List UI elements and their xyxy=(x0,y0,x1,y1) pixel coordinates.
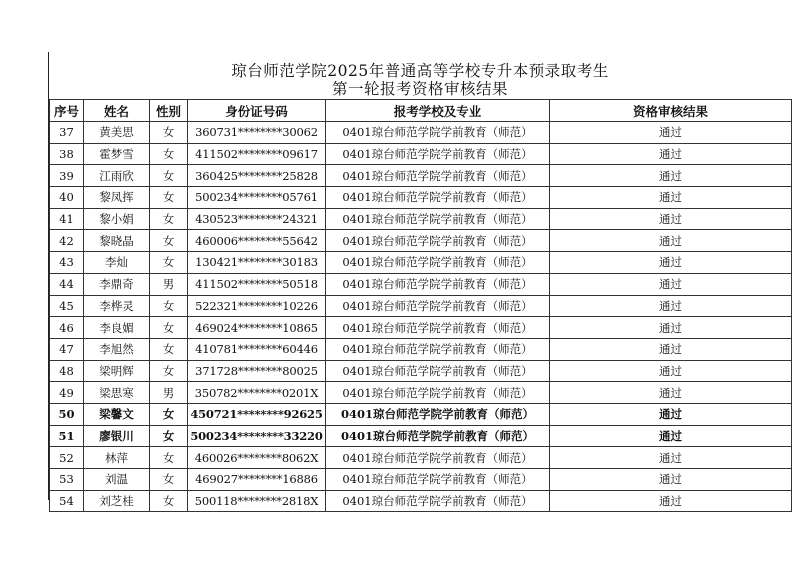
result-cell: 通过 xyxy=(550,208,792,230)
result-cell: 通过 xyxy=(550,360,792,382)
seq-cell: 51 xyxy=(50,425,84,447)
gender-cell: 女 xyxy=(150,187,188,209)
name-cell: 黄美思 xyxy=(84,122,150,144)
table-row xyxy=(50,143,792,165)
name-cell: 林萍 xyxy=(84,447,150,469)
result-cell: 通过 xyxy=(550,165,792,187)
seq-cell: 54 xyxy=(50,490,84,512)
result-cell: 通过 xyxy=(550,382,792,404)
seq-cell: 44 xyxy=(50,273,84,295)
name-cell: 李灿 xyxy=(84,252,150,274)
result-cell: 通过 xyxy=(550,295,792,317)
table-row xyxy=(50,295,792,317)
table-row xyxy=(50,317,792,339)
gender-cell: 女 xyxy=(150,295,188,317)
table-row xyxy=(50,382,792,404)
idcard-cell: 350782********0201X xyxy=(188,382,326,404)
school-major-cell: 0401琼台师范学院学前教育（师范） xyxy=(326,122,550,144)
table-row xyxy=(50,360,792,382)
gender-cell: 女 xyxy=(150,208,188,230)
result-cell: 通过 xyxy=(550,252,792,274)
document-title: 琼台师范学院2025年普通高等学校专升本预录取考生 xyxy=(231,62,609,80)
result-cell: 通过 xyxy=(550,143,792,165)
idcard-cell: 411502********50518 xyxy=(188,273,326,295)
header-result: 资格审核结果 xyxy=(550,100,792,122)
name-cell: 李旭然 xyxy=(84,338,150,360)
seq-cell: 45 xyxy=(50,295,84,317)
school-major-cell: 0401琼台师范学院学前教育（师范） xyxy=(326,295,550,317)
name-cell: 黎凤挥 xyxy=(84,187,150,209)
gender-cell: 女 xyxy=(150,143,188,165)
table-row xyxy=(50,338,792,360)
table-body xyxy=(50,122,792,512)
header-school-major: 报考学校及专业 xyxy=(326,100,550,122)
school-major-cell: 0401琼台师范学院学前教育（师范） xyxy=(326,252,550,274)
table-row xyxy=(50,469,792,491)
school-major-cell: 0401琼台师范学院学前教育（师范） xyxy=(326,425,550,447)
seq-cell: 41 xyxy=(50,208,84,230)
school-major-cell: 0401琼台师范学院学前教育（师范） xyxy=(326,469,550,491)
idcard-cell: 469027********16886 xyxy=(188,469,326,491)
result-cell: 通过 xyxy=(550,403,792,425)
gender-cell: 女 xyxy=(150,122,188,144)
idcard-cell: 460006********55642 xyxy=(188,230,326,252)
result-cell: 通过 xyxy=(550,273,792,295)
table-row xyxy=(50,425,792,447)
document-sheet xyxy=(48,52,791,509)
gender-cell: 女 xyxy=(150,230,188,252)
name-cell: 梁思寒 xyxy=(84,382,150,404)
school-major-cell: 0401琼台师范学院学前教育（师范） xyxy=(326,403,550,425)
idcard-cell: 430523********24321 xyxy=(188,208,326,230)
gender-cell: 男 xyxy=(150,273,188,295)
name-cell: 梁明辉 xyxy=(84,360,150,382)
name-cell: 梁馨文 xyxy=(84,403,150,425)
idcard-cell: 500118********2818X xyxy=(188,490,326,512)
table-row xyxy=(50,273,792,295)
table-row xyxy=(50,122,792,144)
seq-cell: 53 xyxy=(50,469,84,491)
idcard-cell: 460026********8062X xyxy=(188,447,326,469)
idcard-cell: 522321********10226 xyxy=(188,295,326,317)
seq-cell: 43 xyxy=(50,252,84,274)
school-major-cell: 0401琼台师范学院学前教育（师范） xyxy=(326,187,550,209)
seq-cell: 39 xyxy=(50,165,84,187)
seq-cell: 47 xyxy=(50,338,84,360)
header-seq: 序号 xyxy=(50,100,84,122)
table-row xyxy=(50,252,792,274)
header-idcard: 身份证号码 xyxy=(188,100,326,122)
gender-cell: 女 xyxy=(150,469,188,491)
seq-cell: 42 xyxy=(50,230,84,252)
idcard-cell: 360731********30062 xyxy=(188,122,326,144)
gender-cell: 女 xyxy=(150,403,188,425)
table-header-row xyxy=(50,100,792,122)
table-row xyxy=(50,187,792,209)
seq-cell: 50 xyxy=(50,403,84,425)
name-cell: 江雨欣 xyxy=(84,165,150,187)
school-major-cell: 0401琼台师范学院学前教育（师范） xyxy=(326,447,550,469)
school-major-cell: 0401琼台师范学院学前教育（师范） xyxy=(326,165,550,187)
seq-cell: 48 xyxy=(50,360,84,382)
gender-cell: 女 xyxy=(150,317,188,339)
name-cell: 刘芝桂 xyxy=(84,490,150,512)
gender-cell: 女 xyxy=(150,252,188,274)
name-cell: 廖银川 xyxy=(84,425,150,447)
school-major-cell: 0401琼台师范学院学前教育（师范） xyxy=(326,143,550,165)
name-cell: 李良媚 xyxy=(84,317,150,339)
seq-cell: 52 xyxy=(50,447,84,469)
idcard-cell: 500234********05761 xyxy=(188,187,326,209)
result-cell: 通过 xyxy=(550,447,792,469)
gender-cell: 女 xyxy=(150,425,188,447)
idcard-cell: 360425********25828 xyxy=(188,165,326,187)
school-major-cell: 0401琼台师范学院学前教育（师范） xyxy=(326,208,550,230)
school-major-cell: 0401琼台师范学院学前教育（师范） xyxy=(326,338,550,360)
result-cell: 通过 xyxy=(550,230,792,252)
result-cell: 通过 xyxy=(550,490,792,512)
idcard-cell: 469024********10865 xyxy=(188,317,326,339)
result-cell: 通过 xyxy=(550,122,792,144)
seq-cell: 46 xyxy=(50,317,84,339)
idcard-cell: 371728********80025 xyxy=(188,360,326,382)
result-cell: 通过 xyxy=(550,317,792,339)
idcard-cell: 500234********33220 xyxy=(188,425,326,447)
seq-cell: 37 xyxy=(50,122,84,144)
table-row xyxy=(50,403,792,425)
gender-cell: 男 xyxy=(150,382,188,404)
gender-cell: 女 xyxy=(150,447,188,469)
seq-cell: 38 xyxy=(50,143,84,165)
gender-cell: 女 xyxy=(150,338,188,360)
result-cell: 通过 xyxy=(550,469,792,491)
idcard-cell: 410781********60446 xyxy=(188,338,326,360)
table-row xyxy=(50,490,792,512)
results-table xyxy=(49,99,792,512)
name-cell: 李桦灵 xyxy=(84,295,150,317)
name-cell: 黎晓晶 xyxy=(84,230,150,252)
table-row xyxy=(50,165,792,187)
seq-cell: 49 xyxy=(50,382,84,404)
idcard-cell: 130421********30183 xyxy=(188,252,326,274)
document-subtitle: 第一轮报考资格审核结果 xyxy=(331,80,508,98)
gender-cell: 女 xyxy=(150,490,188,512)
school-major-cell: 0401琼台师范学院学前教育（师范） xyxy=(326,490,550,512)
result-cell: 通过 xyxy=(550,338,792,360)
name-cell: 刘温 xyxy=(84,469,150,491)
name-cell: 黎小娟 xyxy=(84,208,150,230)
result-cell: 通过 xyxy=(550,425,792,447)
table-row xyxy=(50,447,792,469)
school-major-cell: 0401琼台师范学院学前教育（师范） xyxy=(326,230,550,252)
school-major-cell: 0401琼台师范学院学前教育（师范） xyxy=(326,382,550,404)
name-cell: 李鼎奇 xyxy=(84,273,150,295)
gender-cell: 女 xyxy=(150,165,188,187)
table-row xyxy=(50,230,792,252)
table-row xyxy=(50,208,792,230)
seq-cell: 40 xyxy=(50,187,84,209)
gender-cell: 女 xyxy=(150,360,188,382)
header-gender: 性别 xyxy=(150,100,188,122)
header-name: 姓名 xyxy=(84,100,150,122)
name-cell: 霍梦雪 xyxy=(84,143,150,165)
school-major-cell: 0401琼台师范学院学前教育（师范） xyxy=(326,317,550,339)
school-major-cell: 0401琼台师范学院学前教育（师范） xyxy=(326,360,550,382)
school-major-cell: 0401琼台师范学院学前教育（师范） xyxy=(326,273,550,295)
idcard-cell: 450721********92625 xyxy=(188,403,326,425)
idcard-cell: 411502********09617 xyxy=(188,143,326,165)
result-cell: 通过 xyxy=(550,187,792,209)
